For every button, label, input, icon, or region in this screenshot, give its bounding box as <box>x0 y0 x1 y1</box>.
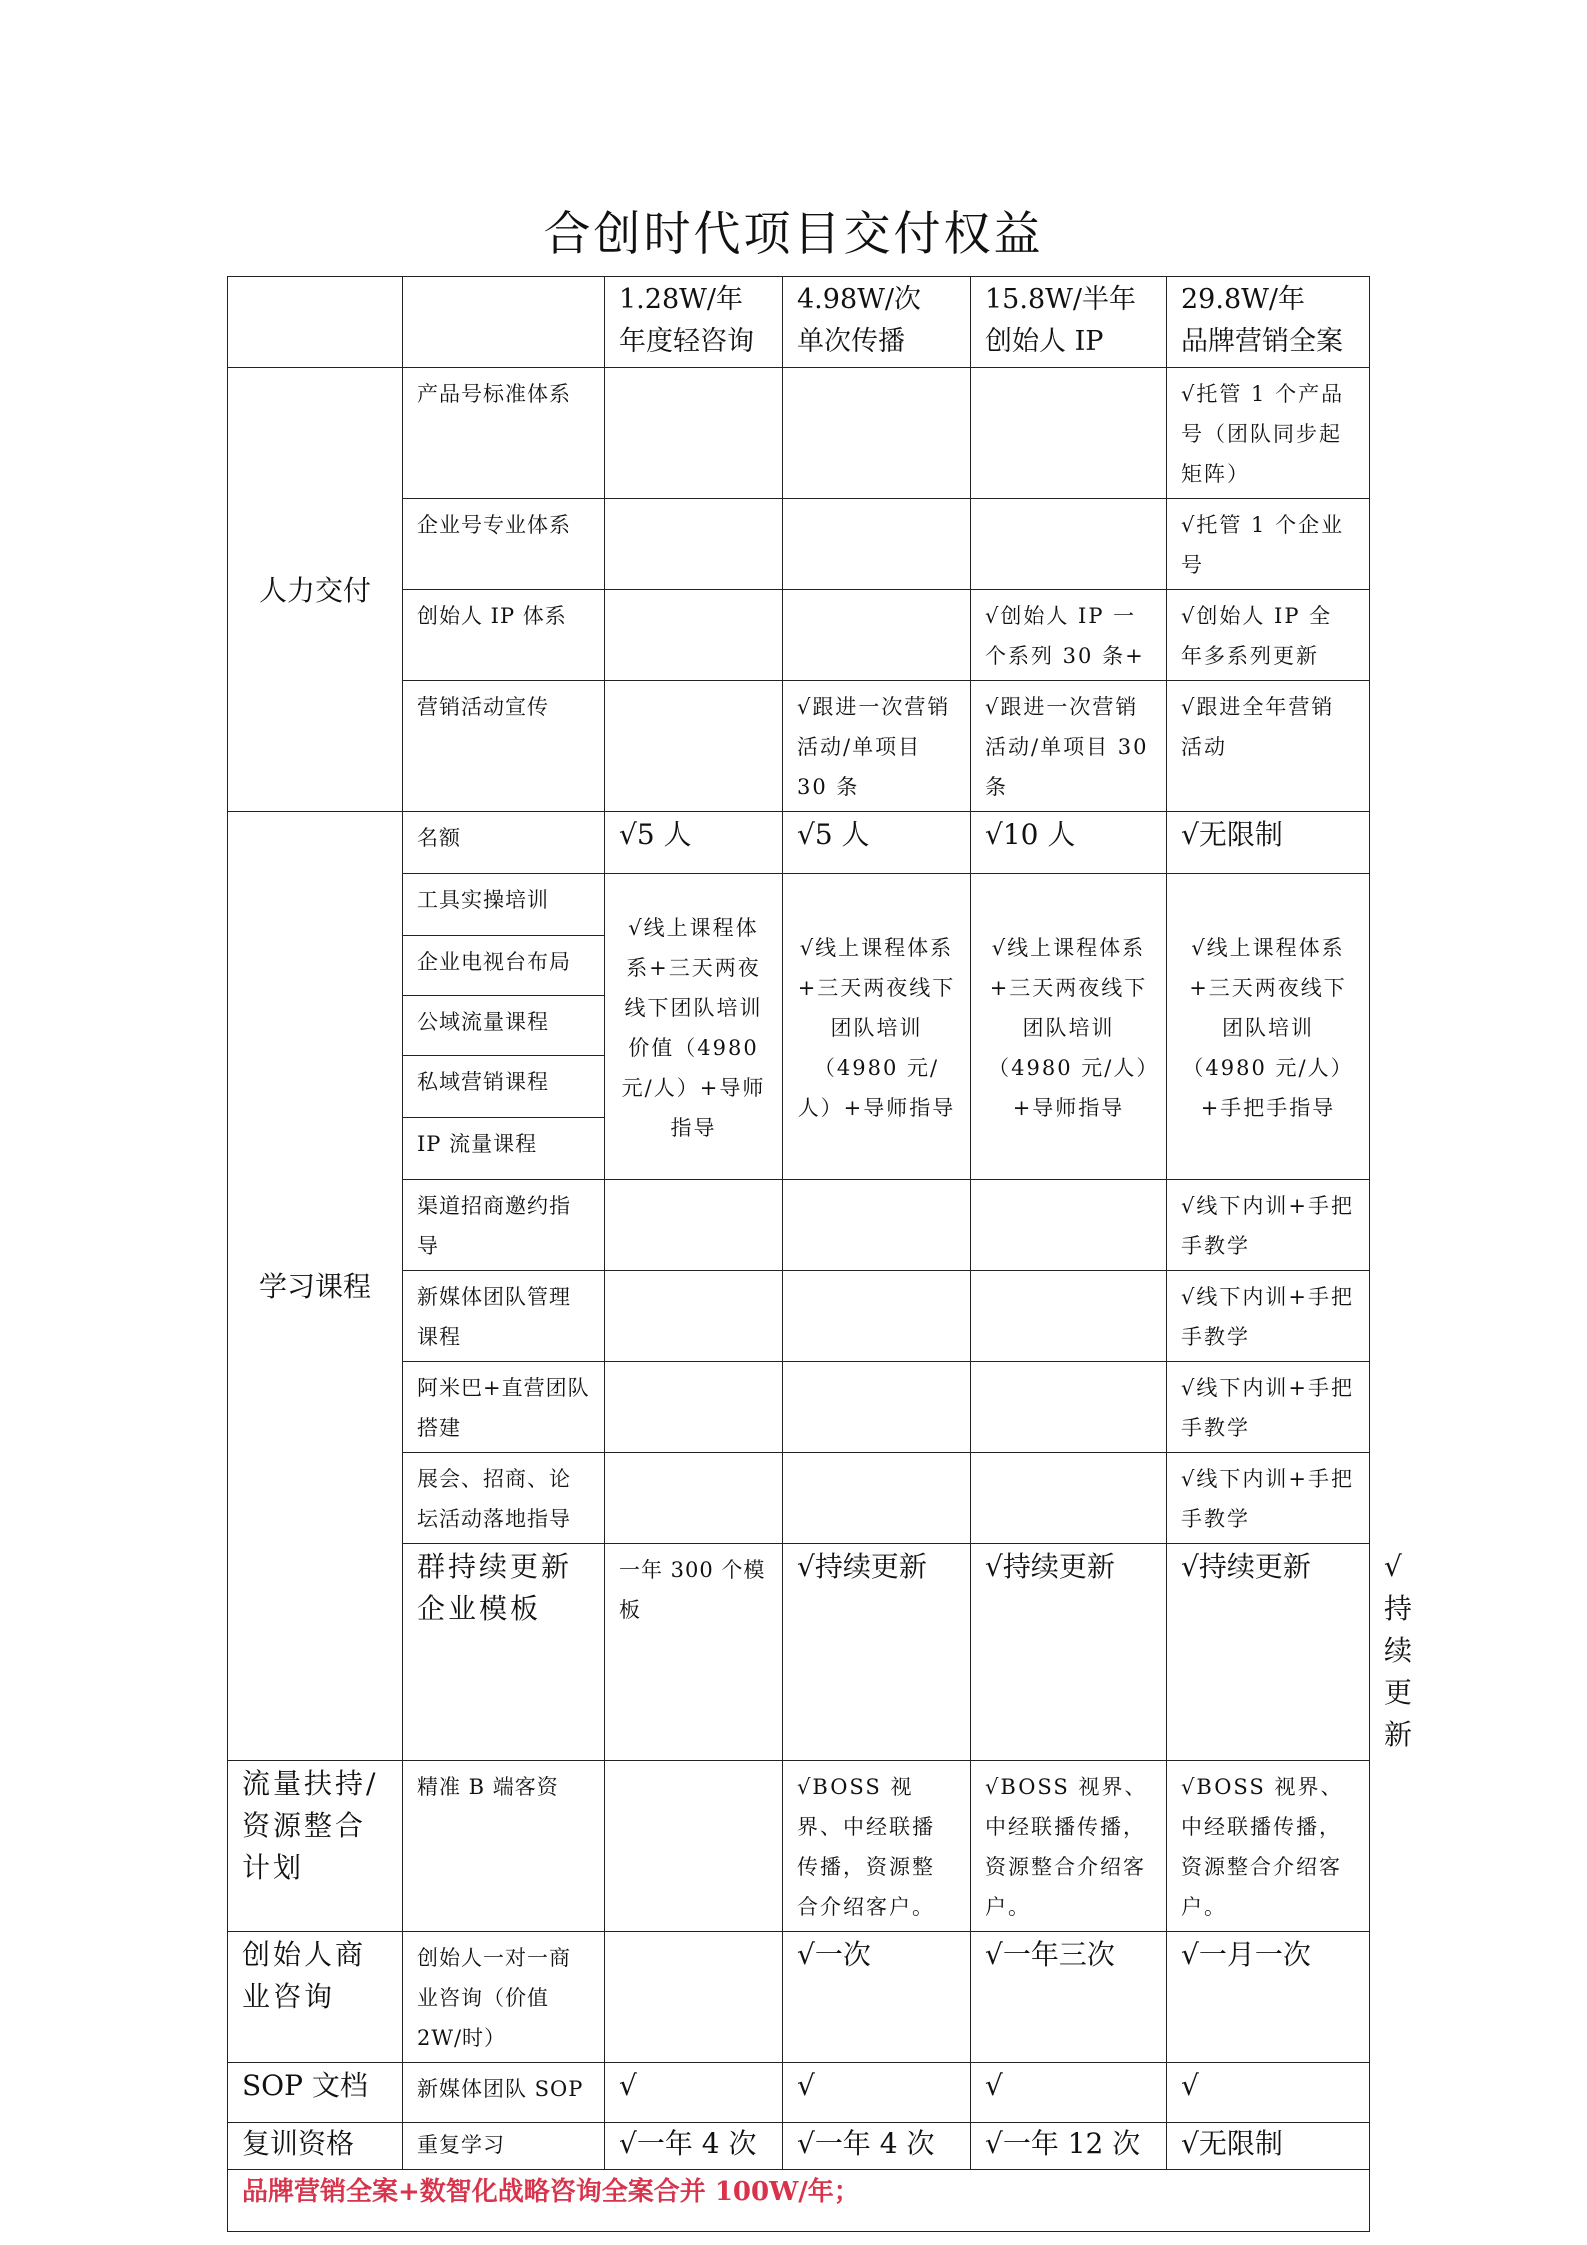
item-cell: 创始人 IP 体系 <box>403 590 605 681</box>
value-cell: √一月一次 <box>1167 1932 1370 2063</box>
value-cell <box>605 681 783 812</box>
value-cell: √一年 12 次 <box>971 2123 1167 2170</box>
value-cell: √无限制 <box>1167 812 1370 874</box>
item-cell: 工具实操培训 <box>403 874 605 936</box>
value-cell: √托管 1 个企业号 <box>1167 499 1370 590</box>
item-cell: 阿米巴+直营团队搭建 <box>403 1362 605 1453</box>
table-row <box>228 1932 1370 2063</box>
plan-price: 15.8W/半年 <box>985 284 1136 315</box>
value-cell <box>605 1362 783 1453</box>
plan-price: 4.98W/次 <box>797 284 921 315</box>
value-cell: √一年三次 <box>971 1932 1167 2063</box>
value-cell <box>783 368 971 499</box>
category-cell: 流量扶持/资源整合计划 <box>228 1761 403 1932</box>
value-cell: √线上课程体系+三天两夜线下团队培训（4980 元/人）+手把手指导 <box>1167 874 1370 1180</box>
category-cell: SOP 文档 <box>228 2063 403 2123</box>
value-cell <box>783 1180 971 1271</box>
plan-header <box>783 277 971 368</box>
table-row <box>228 2063 1370 2123</box>
value-cell <box>783 1362 971 1453</box>
item-cell: 企业号专业体系 <box>403 499 605 590</box>
value-cell: √跟进一次营销活动/单项目 30 条 <box>783 681 971 812</box>
value-cell <box>605 368 783 499</box>
item-cell: 新媒体团队管理课程 <box>403 1271 605 1362</box>
item-cell: 创始人一对一商业咨询（价值 2W/时） <box>403 1932 605 2063</box>
value-cell: √创始人 IP 全年多系列更新 <box>1167 590 1370 681</box>
item-cell: 展会、招商、论坛活动落地指导 <box>403 1453 605 1544</box>
header-blank <box>228 277 403 368</box>
value-cell: √持续更新 <box>971 1544 1167 1761</box>
item-cell: 渠道招商邀约指导 <box>403 1180 605 1271</box>
item-cell: 精准 B 端客资 <box>403 1761 605 1932</box>
value-cell: √持续更新 <box>1167 1544 1370 1761</box>
value-cell: √ <box>783 2063 971 2123</box>
value-cell: √线上课程体系+三天两夜线下团队培训价值（4980 元/人）+导师指导 <box>605 874 783 1180</box>
value-cell: √BOSS 视界、中经联播传播，资源整合介绍客户。 <box>1167 1761 1370 1932</box>
table-row <box>228 2123 1370 2170</box>
table-row <box>228 368 1370 499</box>
value-cell <box>605 590 783 681</box>
value-cell: √一次 <box>783 1932 971 2063</box>
value-cell: √10 人 <box>971 812 1167 874</box>
category-cell: 人力交付 <box>228 368 403 812</box>
value-cell: √托管 1 个产品号（团队同步起矩阵） <box>1167 368 1370 499</box>
plan-price: 1.28W/年 <box>619 284 743 315</box>
value-cell: √跟进一次营销活动/单项目 30 条 <box>971 681 1167 812</box>
value-cell <box>783 590 971 681</box>
value-cell: √线下内训+手把手教学 <box>1167 1271 1370 1362</box>
item-cell: IP 流量课程 <box>403 1118 605 1180</box>
item-cell: 私域营销课程 <box>403 1056 605 1118</box>
value-cell: √ <box>1167 2063 1370 2123</box>
value-cell: √5 人 <box>783 812 971 874</box>
value-cell <box>605 1271 783 1362</box>
value-cell <box>971 368 1167 499</box>
category-cell: 群持续更新企业模板 <box>403 1544 605 1761</box>
value-cell: √线上课程体系+三天两夜线下团队培训（4980 元/人）+导师指导 <box>783 874 971 1180</box>
category-cell: 学习课程 <box>228 812 403 1761</box>
plan-header <box>971 277 1167 368</box>
value-cell: √跟进全年营销活动 <box>1167 681 1370 812</box>
plan-header <box>605 277 783 368</box>
plan-name: 单次传播 <box>797 326 905 357</box>
header-blank <box>403 277 605 368</box>
value-cell: √BOSS 视界、中经联播传播，资源整合介绍客户。 <box>971 1761 1167 1932</box>
table-row <box>228 812 1370 874</box>
value-cell <box>971 499 1167 590</box>
value-cell: √一年 4 次 <box>783 2123 971 2170</box>
value-cell: √ <box>605 2063 783 2123</box>
value-cell: √线下内训+手把手教学 <box>1167 1453 1370 1544</box>
value-cell <box>783 1271 971 1362</box>
page-title: 合创时代项目交付权益 <box>543 207 1044 262</box>
value-cell <box>605 1453 783 1544</box>
header-row <box>228 277 1370 368</box>
value-cell: √一年 4 次 <box>605 2123 783 2170</box>
delivery-rights-table <box>227 276 1413 2232</box>
item-cell: 企业电视台布局 <box>403 936 605 996</box>
value-cell: √线下内训+手把手教学 <box>1167 1180 1370 1271</box>
item-cell: 名额 <box>403 812 605 874</box>
plan-name: 创始人 IP <box>985 326 1104 357</box>
item-cell: 公域流量课程 <box>403 996 605 1056</box>
value-cell: √线下内训+手把手教学 <box>1167 1362 1370 1453</box>
value-cell: √ <box>971 2063 1167 2123</box>
value-cell <box>783 499 971 590</box>
category-cell: 创始人商业咨询 <box>228 1932 403 2063</box>
value-cell <box>605 1761 783 1932</box>
value-cell: √创始人 IP 一个系列 30 条+ <box>971 590 1167 681</box>
item-cell: 一年 300 个模板 <box>605 1544 783 1761</box>
value-cell: √持续更新 <box>783 1544 971 1761</box>
value-cell: √线上课程体系+三天两夜线下团队培训（4980 元/人）+导师指导 <box>971 874 1167 1180</box>
value-cell <box>605 1180 783 1271</box>
value-cell: √5 人 <box>605 812 783 874</box>
value-cell <box>971 1453 1167 1544</box>
footer-note: 品牌营销全案+数智化战略咨询全案合并 100W/年； <box>228 2170 1370 2232</box>
item-cell: 产品号标准体系 <box>403 368 605 499</box>
item-cell: 重复学习 <box>403 2123 605 2170</box>
item-cell: 营销活动宣传 <box>403 681 605 812</box>
plan-name: 品牌营销全案 <box>1181 326 1343 357</box>
value-cell <box>783 1453 971 1544</box>
plan-name: 年度轻咨询 <box>619 326 754 357</box>
value-cell: √BOSS 视界、中经联播传播，资源整合介绍客户。 <box>783 1761 971 1932</box>
table-row <box>228 1761 1370 1932</box>
value-cell <box>605 1932 783 2063</box>
value-cell <box>605 499 783 590</box>
value-cell: √无限制 <box>1167 2123 1370 2170</box>
value-cell <box>971 1180 1167 1271</box>
plan-price: 29.8W/年 <box>1181 284 1305 315</box>
item-cell: 新媒体团队 SOP <box>403 2063 605 2123</box>
category-cell: 复训资格 <box>228 2123 403 2170</box>
plan-header <box>1167 277 1370 368</box>
table-row: 群持续更新企业模板 一年 300 个模板 √持续更新 √持续更新 √持续更新 √持续更新 <box>228 1544 1370 1761</box>
value-cell <box>971 1271 1167 1362</box>
value-cell <box>971 1362 1167 1453</box>
note-row <box>228 2170 1370 2232</box>
